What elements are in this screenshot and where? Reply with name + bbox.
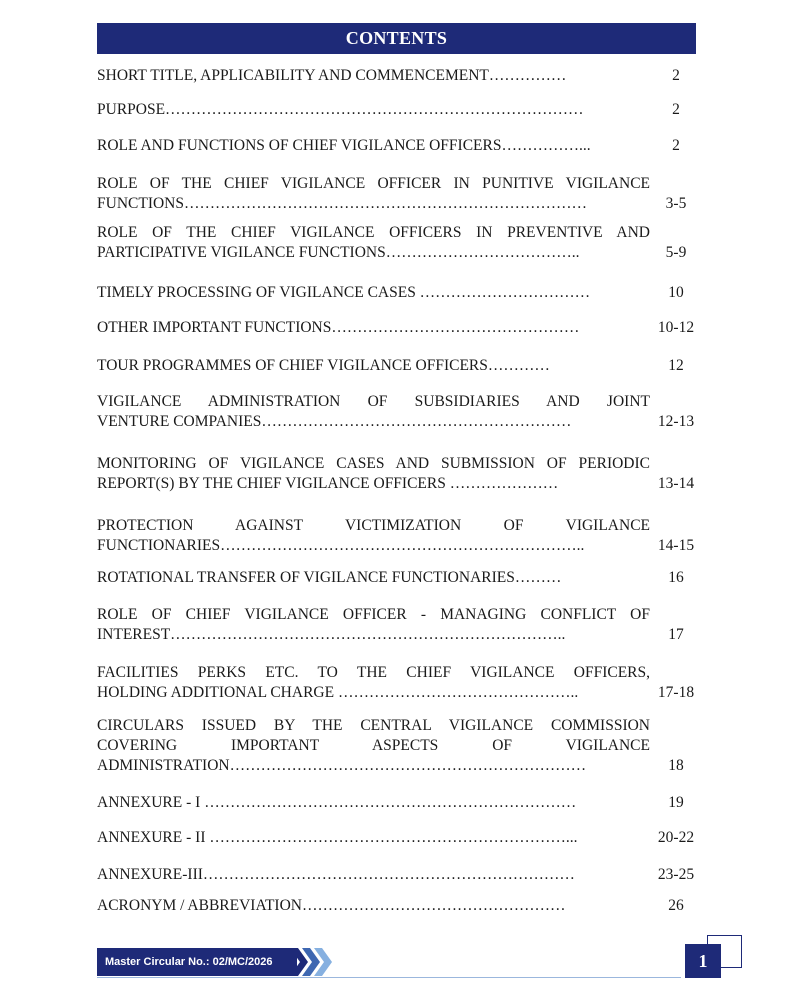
toc-entry-title: ADMINISTRATION……………………………………………………………	[97, 757, 587, 774]
toc-entry-title: COVERING IMPORTANT ASPECTS OF VIGILANCE	[97, 737, 650, 754]
toc-entry-page: 13-14	[657, 475, 695, 492]
toc-entry-page: 2	[672, 101, 680, 118]
toc-entry-title: ANNEXURE-III………………………………………………………………	[97, 866, 575, 883]
toc-entry-title: HOLDING ADDITIONAL CHARGE ………………………………………..	[97, 684, 579, 701]
toc-entry-title: TOUR PROGRAMMES OF CHIEF VIGILANCE OFFICERS…………	[97, 357, 550, 374]
toc-entry	[97, 318, 650, 338]
toc-entry	[97, 605, 650, 645]
toc-entry	[97, 392, 650, 432]
toc-entry-title: ANNEXURE - II ……………………………………………………………...	[97, 829, 578, 846]
toc-entry-page: 19	[668, 794, 684, 811]
toc-entry-title: FUNCTIONS……………………………………………………………………	[97, 195, 587, 212]
footer-divider	[97, 977, 681, 978]
toc-entry-page: 20-22	[657, 829, 695, 846]
toc-entry	[97, 663, 650, 703]
toc-entry	[97, 66, 650, 86]
toc-entry	[97, 865, 650, 885]
toc-entry-title: FUNCTIONARIES……………………………………………………………..	[97, 537, 585, 554]
toc-entry	[97, 356, 650, 376]
toc-entry-title: PARTICIPATIVE VIGILANCE FUNCTIONS………………………………..	[97, 244, 580, 261]
toc-entry-title: SHORT TITLE, APPLICABILITY AND COMMENCEMENT……………	[97, 67, 567, 84]
toc-entry-title: OTHER IMPORTANT FUNCTIONS…………………………………………	[97, 319, 580, 336]
chevron-right-icon	[290, 946, 334, 978]
toc-entry-title: ACRONYM / ABBREVIATION……………………………………………	[97, 897, 566, 914]
toc-entry-title: MONITORING OF VIGILANCE CASES AND SUBMISSION OF PERIODIC	[97, 455, 650, 472]
toc-entry-title: ROLE AND FUNCTIONS OF CHIEF VIGILANCE OFFICERS……………...	[97, 137, 591, 154]
toc-entry	[97, 568, 650, 588]
toc-entry-page: 10-12	[657, 319, 695, 336]
toc-entry	[97, 896, 650, 916]
toc-entry-title: FACILITIES PERKS ETC. TO THE CHIEF VIGILANCE OFFICERS,	[97, 664, 650, 681]
toc-entry-page: 17	[668, 626, 684, 643]
toc-entry	[97, 516, 650, 556]
toc-entry-title: PURPOSE………………………………………………………………………	[97, 101, 584, 118]
toc-entry-page: 5-9	[665, 244, 687, 261]
toc-entry	[97, 136, 650, 156]
toc-entry	[97, 223, 650, 263]
contents-heading: CONTENTS	[97, 23, 696, 54]
toc-entry-page: 23-25	[657, 866, 695, 883]
toc-entry-page: 10	[668, 284, 684, 301]
toc-entry	[97, 793, 650, 813]
toc-entry-page: 12-13	[657, 413, 695, 430]
toc-entry-title: CIRCULARS ISSUED BY THE CENTRAL VIGILANCE COMMISSION	[97, 717, 650, 734]
toc-entry	[97, 454, 650, 494]
toc-entry	[97, 100, 650, 120]
toc-entry-page: 2	[672, 137, 680, 154]
toc-entry-title: INTEREST…………………………………………………………………..	[97, 626, 566, 643]
toc-entry-title: VENTURE COMPANIES……………………………………………………	[97, 413, 572, 430]
toc-entry	[97, 283, 650, 303]
toc-entry-page: 17-18	[657, 684, 695, 701]
toc-entry-page: 12	[668, 357, 684, 374]
toc-entry-title: ROLE OF CHIEF VIGILANCE OFFICER - MANAGING CONFLICT OF	[97, 606, 650, 623]
toc-entry-title: ROTATIONAL TRANSFER OF VIGILANCE FUNCTIONARIES………	[97, 569, 562, 586]
toc-entry-title: ROLE OF THE CHIEF VIGILANCE OFFICERS IN PREVENTIVE AND	[97, 224, 650, 241]
toc-entry-title: REPORT(S) BY THE CHIEF VIGILANCE OFFICERS …………………	[97, 475, 559, 492]
page-number: 1	[685, 944, 721, 978]
toc-entry-page: 26	[668, 897, 684, 914]
toc-entry-title: VIGILANCE ADMINISTRATION OF SUBSIDIARIES AND JOINT	[97, 393, 650, 410]
toc-entry-page: 16	[668, 569, 684, 586]
toc-entry-title: TIMELY PROCESSING OF VIGILANCE CASES ……………………………	[97, 284, 591, 301]
circular-number-label: Master Circular No.: 02/MC/2026	[97, 948, 297, 976]
toc-entry-page: 2	[672, 67, 680, 84]
toc-entry-title: ROLE OF THE CHIEF VIGILANCE OFFICER IN PUNITIVE VIGILANCE	[97, 175, 650, 192]
toc-entry-page: 14-15	[657, 537, 695, 554]
toc-entry-page: 3-5	[665, 195, 687, 212]
toc-entry-title: PROTECTION AGAINST VICTIMIZATION OF VIGILANCE	[97, 517, 650, 534]
toc-entry-page: 18	[668, 757, 684, 774]
toc-entry-title: ANNEXURE - I ………………………………………………………………	[97, 794, 577, 811]
toc-entry	[97, 716, 650, 776]
toc-entry	[97, 174, 650, 214]
toc-entry	[97, 828, 650, 848]
